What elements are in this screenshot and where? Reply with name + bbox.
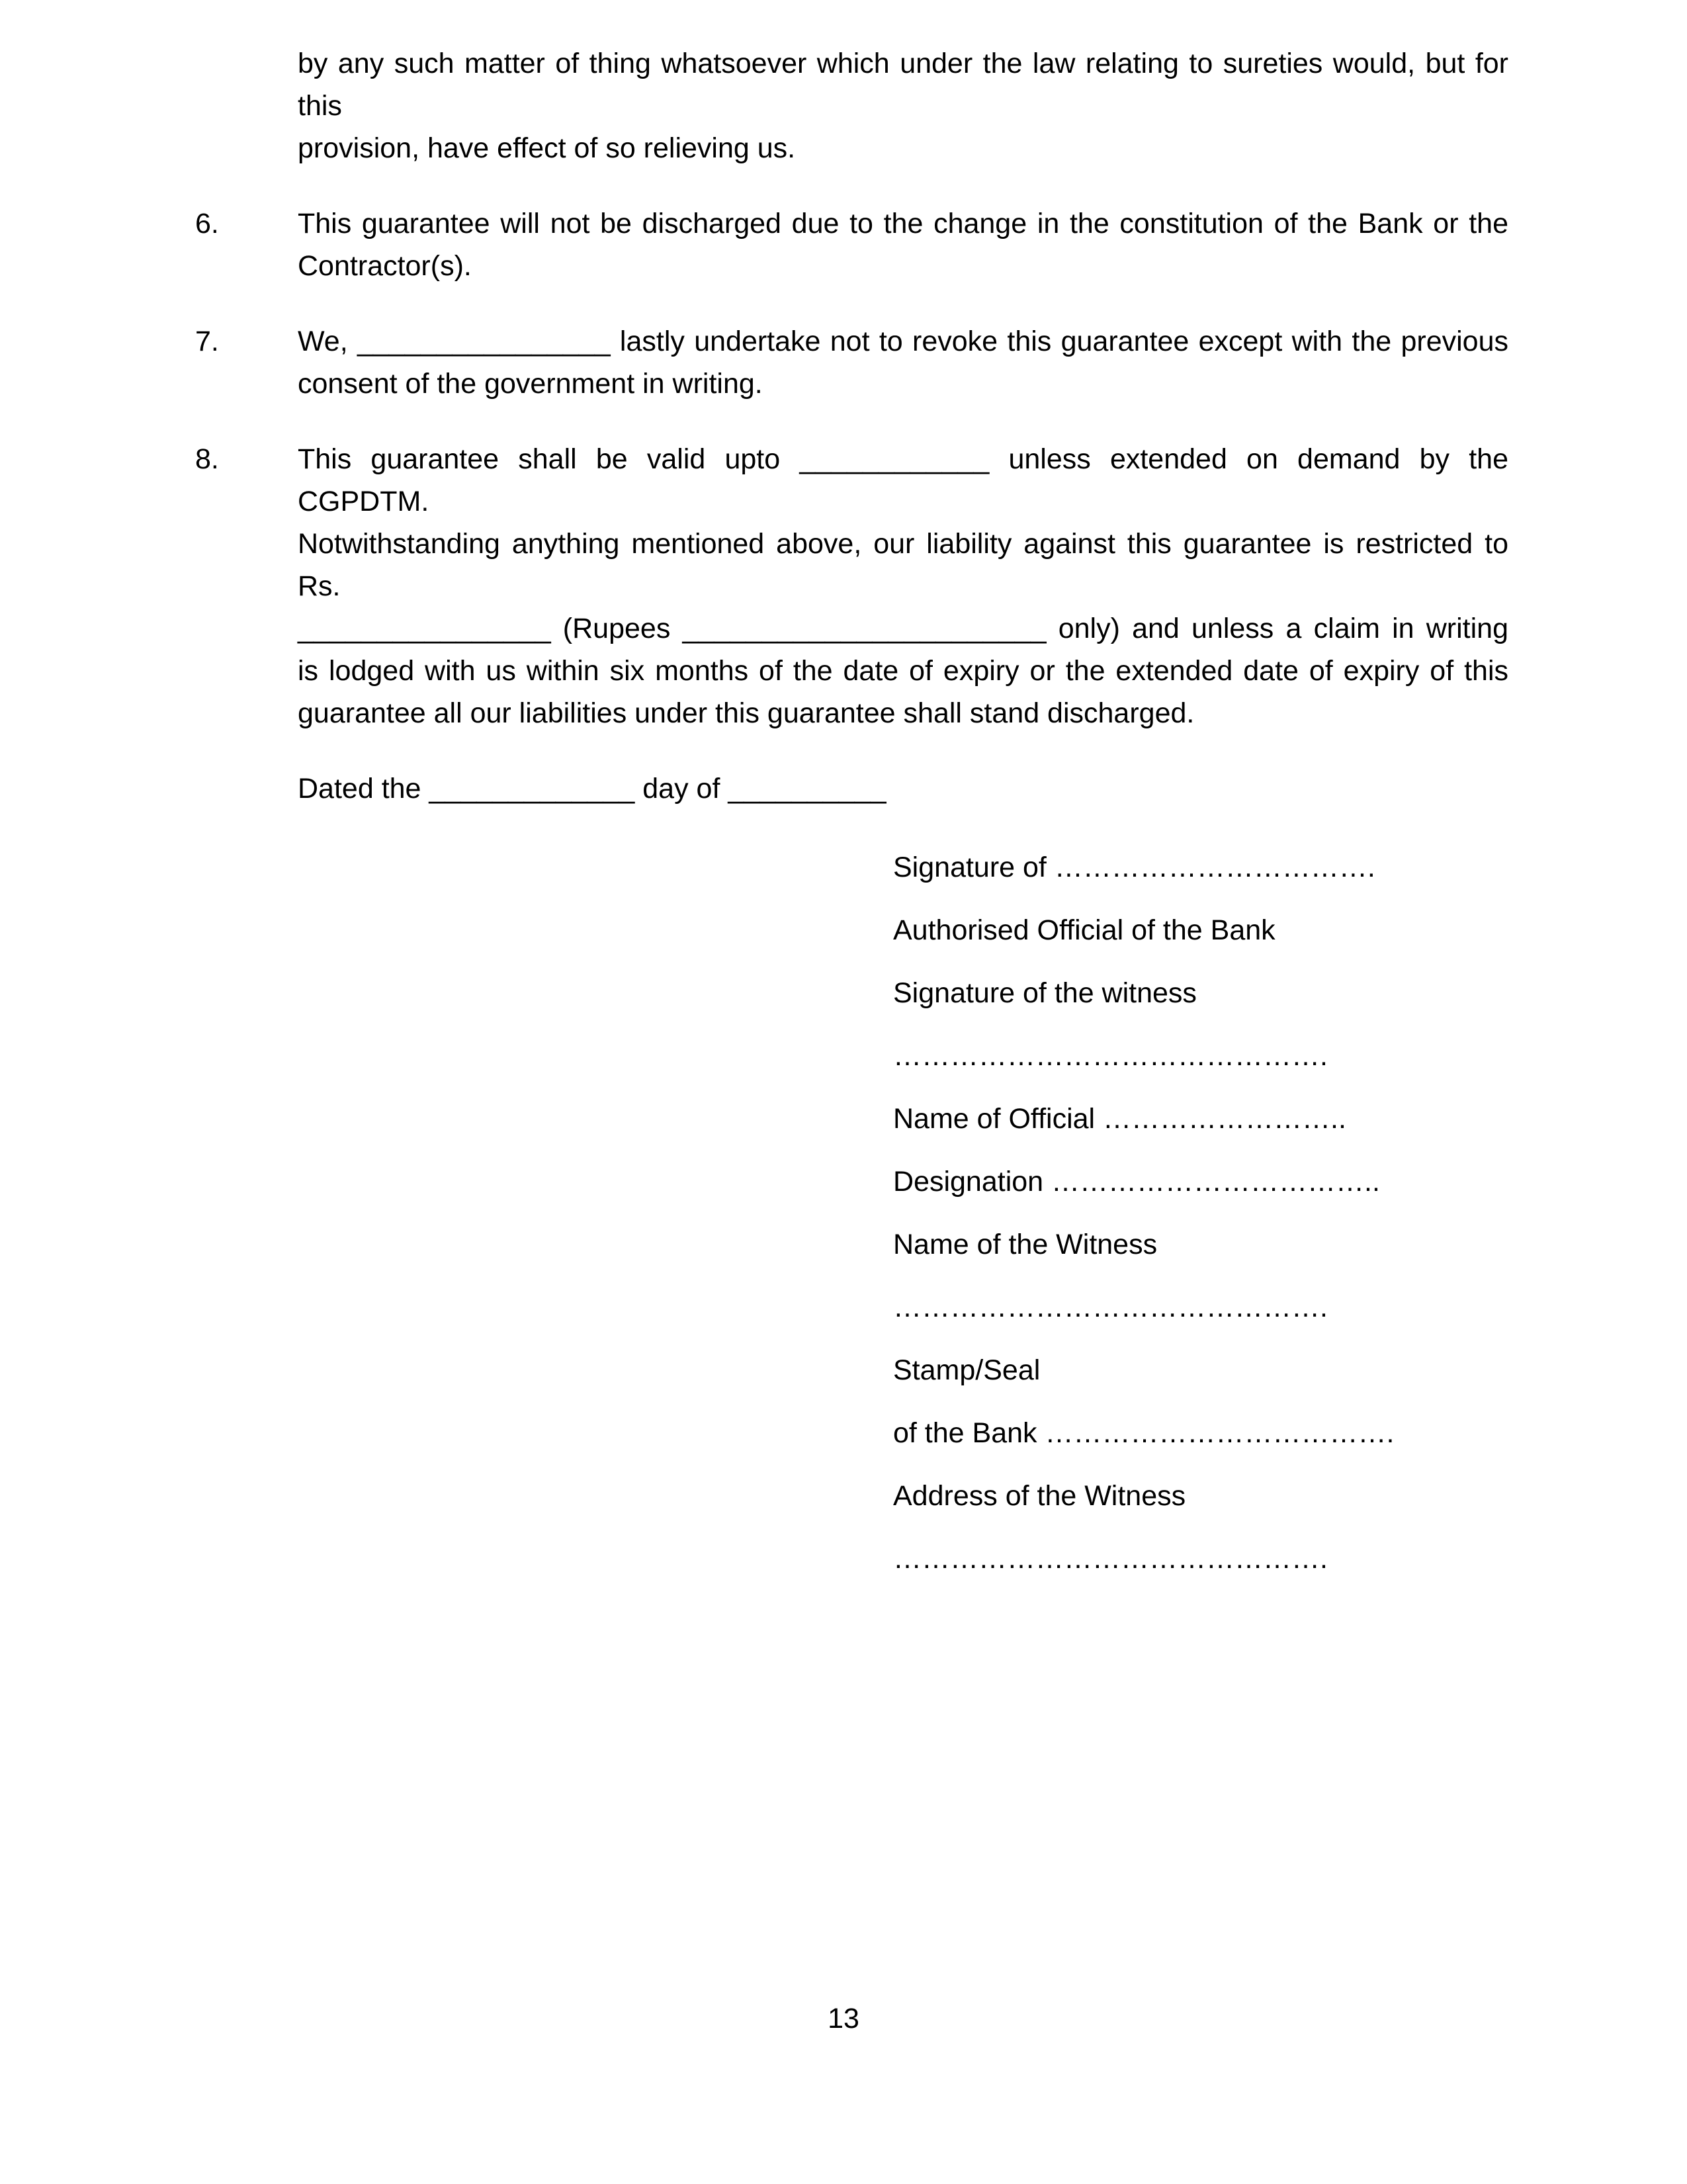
document-body <box>195 42 1508 1591</box>
dotted-fill-line: ………………………………………. <box>893 1291 1328 1323</box>
name-of-official-line: Name of Official …………………….. <box>893 1103 1346 1135</box>
dated-line-with-blank-fields: Dated the _____________ day of __________ <box>298 773 887 805</box>
authorised-official-line: Authorised Official of the Bank <box>893 914 1276 946</box>
signature-of-line: Signature of ……………………………. <box>893 852 1375 883</box>
paragraph-item-7 <box>195 320 1508 405</box>
body-line-with-blank-field: ________________ (Rupees _______________________ only) and unless a claim in writing <box>298 613 1508 644</box>
body-line: consent of the government in writing. <box>298 368 763 400</box>
body-line: Contractor(s). <box>298 250 472 282</box>
body-line: provision, have effect of so relieving us. <box>298 132 796 164</box>
dated-paragraph <box>298 767 1508 810</box>
body-line-with-blank-field: This guarantee shall be valid upto ____________ unless extended on demand by the CGPDTM. <box>298 443 1508 517</box>
list-number-8: 8. <box>195 443 219 475</box>
name-of-witness-line: Name of the Witness <box>893 1229 1158 1260</box>
address-of-witness-line: Address of the Witness <box>893 1480 1186 1512</box>
body-line: guarantee all our liabilities under this guarantee shall stand discharged. <box>298 697 1195 729</box>
dotted-fill-line: ………………………………………. <box>893 1543 1328 1575</box>
body-line: by any such matter of thing whatsoever which under the law relating to sureties would, but for this <box>298 48 1508 122</box>
body-line: Notwithstanding anything mentioned above, our liability against this guarantee is restricted to Rs. <box>298 528 1508 602</box>
page-number: 13 <box>828 2003 859 2034</box>
signature-block <box>893 836 1508 1591</box>
body-line: is lodged with us within six months of the date of expiry or the extended date of expiry of this <box>298 655 1508 687</box>
of-the-bank-line: of the Bank ………………………………. <box>893 1417 1395 1449</box>
designation-line: Designation …………………………….. <box>893 1166 1380 1198</box>
signature-of-witness-line: Signature of the witness <box>893 977 1197 1009</box>
stamp-seal-line: Stamp/Seal <box>893 1354 1041 1386</box>
paragraph-continuation <box>298 42 1508 169</box>
body-line-with-blank-field: We, ________________ lastly undertake not to revoke this guarantee except with the previous <box>298 326 1508 357</box>
dotted-fill-line: ………………………………………. <box>893 1040 1328 1072</box>
list-number-6: 6. <box>195 208 219 240</box>
body-line: This guarantee will not be discharged due to the change in the constitution of the Bank or the <box>298 208 1508 240</box>
paragraph-item-8 <box>195 438 1508 734</box>
list-number-7: 7. <box>195 326 219 357</box>
paragraph-item-6 <box>195 202 1508 287</box>
